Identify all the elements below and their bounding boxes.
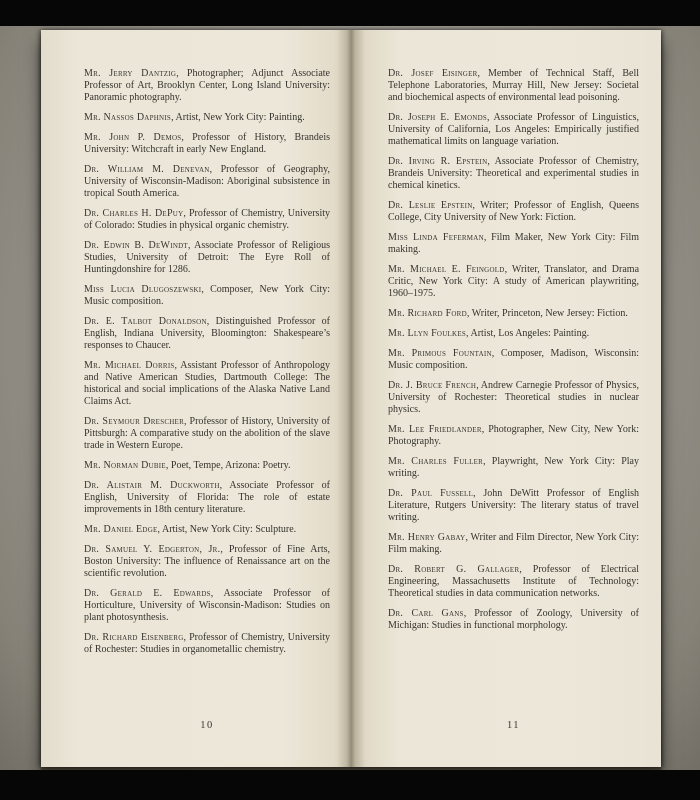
fellow-name: Mr. Richard Ford [388,308,467,319]
fellow-name: Dr. Edwin B. DeWindt [84,240,188,251]
fellow-name: Dr. J. Bruce French [388,380,477,391]
fellow-entry [388,424,639,448]
fellow-name: Dr. Josef Eisinger [388,68,478,79]
fellow-description: , Poet, Tempe, Arizona: Poetry. [165,460,291,471]
backdrop-top-edge [0,0,700,26]
fellow-description: , Member of Technical Staff, Bell Telephone Laboratories, Murray Hill, New Jersey: Societal and biochemical aspects of environmental lead poisoning. [388,68,640,103]
fellow-description: , Film Maker, New York City: Film making. [388,232,639,255]
fellow-description: , Composer, New York City: Music composition. [84,284,330,307]
fellow-entry [388,532,639,556]
fellow-entry [388,380,639,416]
fellow-entry [388,264,639,300]
fellow-description: , Artist, Los Angeles: Painting. [466,328,590,339]
fellow-name: Dr. Charles H. DePuy [84,208,184,219]
page-number-left: 10 [200,720,214,731]
fellow-description: , Professor of History, University of Pittsburgh: A comparative study on the abolition of the slave trade in Western Europe. [84,416,330,451]
fellow-name: Dr. Paul Fussell [388,488,474,499]
fellow-entry [84,208,330,232]
fellow-entry [84,588,330,624]
fellow-name: Mr. John P. Demos [84,132,182,143]
fellow-description: , Associate Professor of Religious Studies, University of Detroit: The Eyre Roll of Huntingdonshire for 1286. [84,240,331,275]
fellow-description: , Professor of Chemistry, University of Rochester: Studies in organometallic chemistry. [84,632,330,655]
backdrop-bottom-edge [0,770,700,800]
fellow-description: , Andrew Carnegie Professor of Physics, University of Rochester: Theoretical studies in nuclear physics. [388,380,639,415]
fellow-entry [84,460,330,472]
fellow-entry [388,608,639,632]
fellow-description: , Distinguished Professor of English, Indiana University, Bloomington: Shakespeare’s responses to Chaucer. [84,316,330,351]
fellow-name: Mr. Lee Friedlander [388,424,482,435]
fellow-description: , John DeWitt Professor of English Literature, Rutgers University: The literary status of travel writing. [388,488,639,523]
fellow-entry [388,156,639,192]
fellow-name: Dr. Gerald E. Edwards [84,588,211,599]
entry-list-right [388,68,639,632]
fellow-name: Dr. Irving R. Epstein [388,156,488,167]
fellow-name: Dr. E. Talbot Donaldson [84,316,207,327]
fellow-entry [84,68,330,104]
fellow-entry [388,112,639,148]
fellow-description: , Artist, New York City: Painting. [171,112,305,123]
fellow-description: , Professor of Geography, University of Wisconsin-Madison: Aboriginal subsistence in tropical South America. [84,164,331,199]
fellow-name: Mr. Nassos Daphnis [84,112,172,123]
fellow-name: Mr. Norman Dubie [84,460,166,471]
fellow-name: Dr. Carl Gans [388,608,464,619]
fellow-entry [84,112,330,124]
fellow-name: Miss Linda Feferman [388,232,484,243]
fellow-description: , Artist, New York City: Sculpture. [157,524,297,535]
fellow-description: , Photographer, New City, New York: Photography. [388,424,640,447]
fellow-name: Dr. Joseph E. Emonds [388,112,488,123]
fellow-description: , Playwright, New York City: Play writing. [388,456,639,479]
fellow-entry [388,488,639,524]
fellow-entry [388,564,639,600]
fellow-description: , Composer, Madison, Wisconsin: Music composition. [388,348,640,371]
fellow-name: Mr. Primous Fountain [388,348,492,359]
fellow-description: , Assistant Professor of Anthropology and Native American Studies, Dartmouth College: The historical and social implications of the Alaska Native Land Claims Act. [84,360,331,407]
fellow-description: , Writer, Translator, and Drama Critic, New York City: A study of American playwriting, 1960–1975. [388,264,640,299]
fellow-name: Mr. Charles Fuller [388,456,484,467]
fellow-name: Dr. Robert G. Gallager [388,564,520,575]
fellow-description: , Writer; Professor of English, Queens College, City University of New York: Fiction. [388,200,639,223]
fellow-entry [388,348,639,372]
fellow-entry [84,544,330,580]
fellow-description: , Professor of History, Brandeis University: Witchcraft in early New England. [84,132,330,155]
fellow-name: Dr. Richard Eisenberg [84,632,184,643]
book-page-right [351,30,661,767]
fellow-name: Dr. Seymour Drescher [84,416,185,427]
fellow-entry [84,240,330,276]
fellow-description: , Photographer; Adjunct Associate Professor of Art, Brooklyn Center, Long Island University: Panoramic photography. [84,68,330,103]
fellow-entry [84,316,330,352]
fellow-description: , Associate Professor of Chemistry, Brandeis University: Theoretical and experimental studies in chemical kinetics. [388,156,639,191]
fellow-description: , Professor of Electrical Engineering, Massachusetts Institute of Technology: Theoretical studies in data communication networks. [388,564,639,599]
fellow-entry [84,416,330,452]
fellow-entry [388,232,639,256]
open-book [41,30,661,767]
fellow-entry [84,632,330,656]
fellow-entry [84,164,330,200]
fellow-description: , Writer and Film Director, New York City: Film making. [388,532,639,555]
fellow-entry [84,480,330,516]
fellow-name: Dr. William M. Denevan [84,164,210,175]
fellow-name: Miss Lucia Dlugoszewski [84,284,202,295]
fellow-description: , Associate Professor of English, University of Florida: The role of estate improvements in 18th century literature. [84,480,330,515]
fellow-entry [388,456,639,480]
fellow-name: Dr. Samuel Y. Edgerton, Jr. [84,544,221,555]
fellow-name: Dr. Alistair M. Duckworth [84,480,220,491]
fellow-entry [84,360,330,408]
fellow-entry [84,132,330,156]
fellow-description: , Professor of Fine Arts, Boston University: The influence of Renaissance art on the scientific revolution. [84,544,330,579]
fellow-name: Mr. Llyn Foulkes [388,328,467,339]
fellow-description: , Professor of Chemistry, University of Colorado: Studies in physical organic chemistry. [84,208,330,231]
fellow-name: Mr. Henry Gabay [388,532,466,543]
fellow-entry [388,68,639,104]
page-number-right: 11 [506,720,521,731]
fellow-name: Mr. Michael Dorris [84,360,175,371]
fellow-entry [84,524,330,536]
fellow-description: , Associate Professor of Horticulture, University of Wisconsin-Madison: Studies on plant photosynthesis. [84,588,330,623]
fellow-name: Mr. Daniel Edge [84,524,158,535]
fellow-entry [84,284,330,308]
book-page-left [41,30,351,767]
fellow-description: , Writer, Princeton, New Jersey: Fiction. [466,308,628,319]
fellow-name: Dr. Leslie Epstein [388,200,473,211]
fellow-entry [388,308,639,320]
fellow-name: Mr. Michael E. Feingold [388,264,505,275]
fellow-entry [388,200,639,224]
fellow-description: , Professor of Zoology, University of Michigan: Studies in functional morphology. [388,608,639,631]
fellow-entry [388,328,639,340]
fellow-description: , Associate Professor of Linguistics, University of California, Los Angeles: Empirically justified mathematical limits on language variation. [388,112,639,147]
entry-list-left [84,68,330,656]
fellow-name: Mr. Jerry Dantzig [84,68,177,79]
